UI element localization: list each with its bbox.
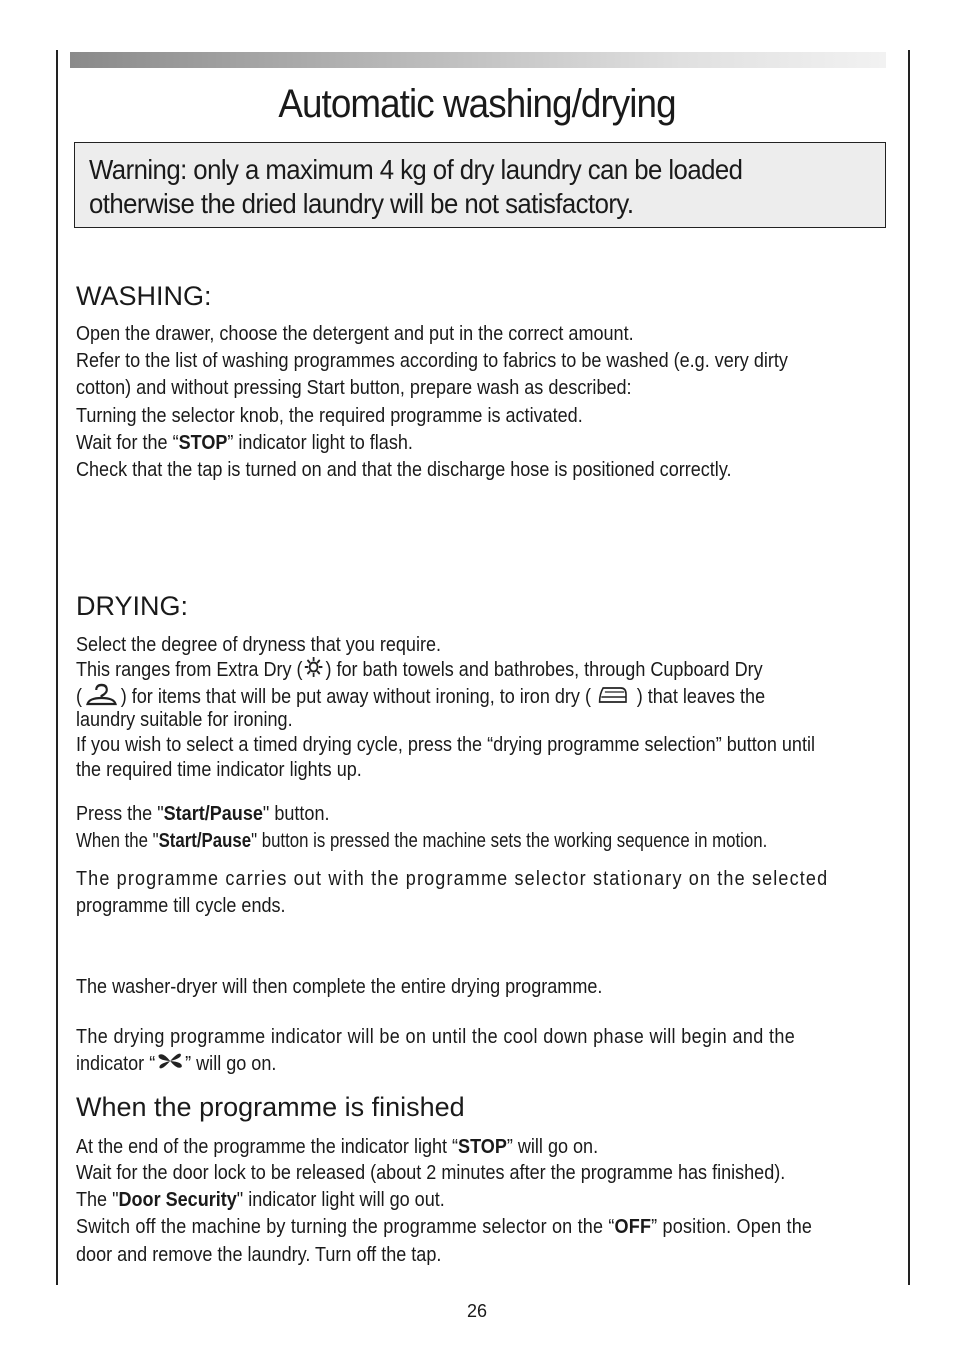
drying-line-1: Select the degree of dryness that you require. xyxy=(76,633,442,656)
drying-line-11: The washer-dryer will then complete the entire drying programme. xyxy=(76,975,603,998)
warning-line-2: otherwise the dried laundry will be not satisfactory. xyxy=(89,188,634,219)
drying-line-3: ( ) for items that will be put away without ironing, to iron dry ( ) that leaves the xyxy=(76,682,842,713)
finished-line-1: At the end of the programme the indicator light “STOP” will go on. xyxy=(76,1135,599,1158)
finished-line-3: The "Door Security" indicator light will go out. xyxy=(76,1188,445,1211)
washing-line-3: cotton) and without pressing Start button, prepare wash as described: xyxy=(76,376,632,399)
finished-line-5: door and remove the laundry. Turn off the tap. xyxy=(76,1243,442,1266)
left-border-line xyxy=(56,50,58,1285)
finished-heading: When the programme is finished xyxy=(76,1092,465,1122)
drying-line-13: indicator “ ” will go on. xyxy=(76,1048,842,1081)
drying-line-9: The programme carries out with the programme selector stationary on the selected xyxy=(76,867,829,890)
fan-icon xyxy=(155,1048,185,1081)
drying-line-7: Press the "Start/Pause" button. xyxy=(76,802,330,825)
drying-line-6: the required time indicator lights up. xyxy=(76,758,362,781)
drying-heading: DRYING: xyxy=(76,591,189,621)
drying-line-2: This ranges from Extra Dry ( ) for bath towels and bathrobes, through Cupboard Dry xyxy=(76,656,842,685)
drying-line-12: The drying programme indicator will be on until the cool down phase will begin and the xyxy=(76,1025,796,1048)
drying-line-10: programme till cycle ends. xyxy=(76,894,286,917)
washing-line-2: Refer to the list of washing programmes according to fabrics to be washed (e.g. very dirty xyxy=(76,349,788,372)
washing-line-6: Check that the tap is turned on and that the discharge hose is positioned correctly. xyxy=(76,458,732,481)
washing-line-1: Open the drawer, choose the detergent and put in the correct amount. xyxy=(76,322,634,345)
extra-dry-icon xyxy=(303,656,326,685)
page-title: Automatic washing/drying xyxy=(278,82,676,126)
finished-line-2: Wait for the door lock to be released (about 2 minutes after the programme has finished). xyxy=(76,1161,786,1184)
drying-line-4: laundry suitable for ironing. xyxy=(76,708,293,731)
page-number: 26 xyxy=(466,1301,488,1321)
drying-line-8: When the "Start/Pause" button is pressed the machine sets the working sequence in motion. xyxy=(76,829,768,852)
washing-line-5: Wait for the “STOP” indicator light to flash. xyxy=(76,431,413,454)
washing-heading: WASHING: xyxy=(76,281,212,311)
washing-line-4: Turning the selector knob, the required programme is activated. xyxy=(76,404,583,427)
finished-line-4: Switch off the machine by turning the programme selector on the “OFF” position. Open the xyxy=(76,1215,813,1238)
warning-line-1: Warning: only a maximum 4 kg of dry laundry can be loaded xyxy=(89,154,743,185)
right-border-line xyxy=(908,50,910,1285)
header-gradient-bar xyxy=(70,52,886,68)
drying-line-5: If you wish to select a timed drying cycle, press the “drying programme selection” button until xyxy=(76,733,815,756)
warning-box xyxy=(74,142,886,228)
